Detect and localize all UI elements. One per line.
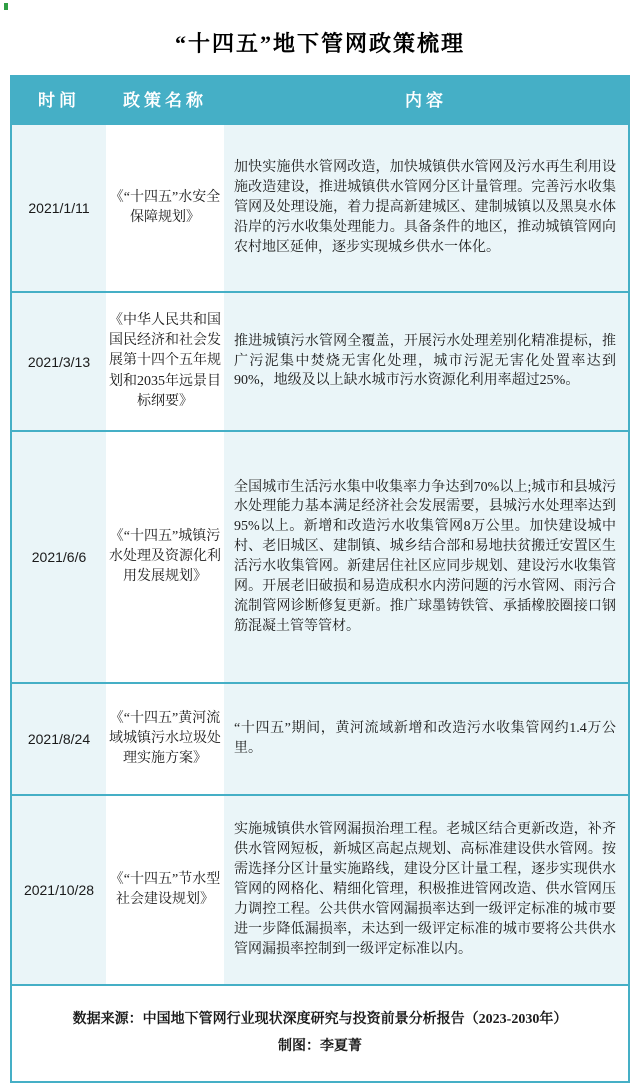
page-title: “十四五”地下管网政策梳理 [174,31,465,56]
row-policy-name: 《“十四五”节水型社会建设规划》 [106,796,224,984]
row-content: 全国城市生活污水集中收集率力争达到70%以上;城市和县城污水处理能力基本满足经济社会发展需要，县城污水处理率达到95%以上。新增和改造污水收集管网8万公里。加快建设城中村、老旧城区、建制镇、城乡结合部和易地扶贫搬迁安置区生活污水收集管网。新建居住社区应同步规划、建设污水收集管网。开展老旧破损和易造成积水内涝问题的污水管网、雨污合流制管网诊断修复更新。推广球墨铸铁管、承插橡胶圈接口钢筋混凝土管等管材。 [234,479,616,634]
header-content: 内容 [405,90,447,110]
table-header-row [12,77,628,123]
row-date: 2021/1/11 [28,200,90,216]
row-content: 加快实施供水管网改造，加快城镇供水管网及污水再生利用设施改造建设，推进城镇供水管网分区计量管理。完善污水收集管网及处理设施，着力提高新建城区、建制城镇以及黑臭水体沿岸的污水收集处理能力。具备条件的地区，推动城镇管网向农村地区延伸，逐步实现城乡供水一体化。 [234,160,616,255]
data-source-note: 数据来源：中国地下管网行业现状深度研究与投资前景分析报告（2023-2030年） [72,1011,568,1027]
table-row [12,430,628,682]
row-policy-name: 《中华人民共和国国民经济和社会发展第十四个五年规划和2035年远景目标纲要》 [106,293,224,430]
row-policy-name: 《“十四五”水安全保障规划》 [106,125,224,291]
row-date: 2021/8/24 [27,731,91,747]
table-row [12,123,628,291]
corner-mark [4,3,8,10]
row-date: 2021/3/13 [27,353,91,370]
policy-table [10,75,630,1083]
row-policy-name: 《“十四五”黄河流域城镇污水垃圾处理实施方案》 [106,684,224,794]
row-date: 2021/6/6 [31,549,87,565]
row-content: 推进城镇污水管网全覆盖，开展污水处理差别化精准提标，推广污泥集中焚烧无害化处理，城市污泥无害化处置率达到90%，地级及以上缺水城市污水资源化利用率超过25%。 [234,333,616,389]
row-policy-name: 《“十四五”城镇污水处理及资源化利用发展规划》 [106,432,224,682]
row-content: “十四五”期间，黄河流域新增和改造污水收集管网约1.4万公里。 [234,721,616,756]
table-row [12,291,628,430]
table-row [12,682,628,794]
table-row [12,794,628,984]
row-content: 实施城镇供水管网漏损治理工程。老城区结合更新改造，补齐供水管网短板，新城区高起点规划、高标准建设供水管网。按需选择分区计量实施路线，建设分区计量工程，逐步实现供水管网的网格化、精细化管理，积极推进管网改造、供水管网压力调控工程。公共供水管网漏损率达到一级评定标准的城市要进一步降低漏损率，未达到一级评定标准的城市要将公共供水管网漏损率控制到一级评定标准以内。 [234,822,616,957]
table-footer [12,984,628,1081]
row-date: 2021/10/28 [23,882,95,898]
chart-credit: 制图：李夏菁 [278,1038,362,1054]
header-time: 时间 [38,90,80,110]
header-policy-name: 政策名称 [123,90,207,110]
